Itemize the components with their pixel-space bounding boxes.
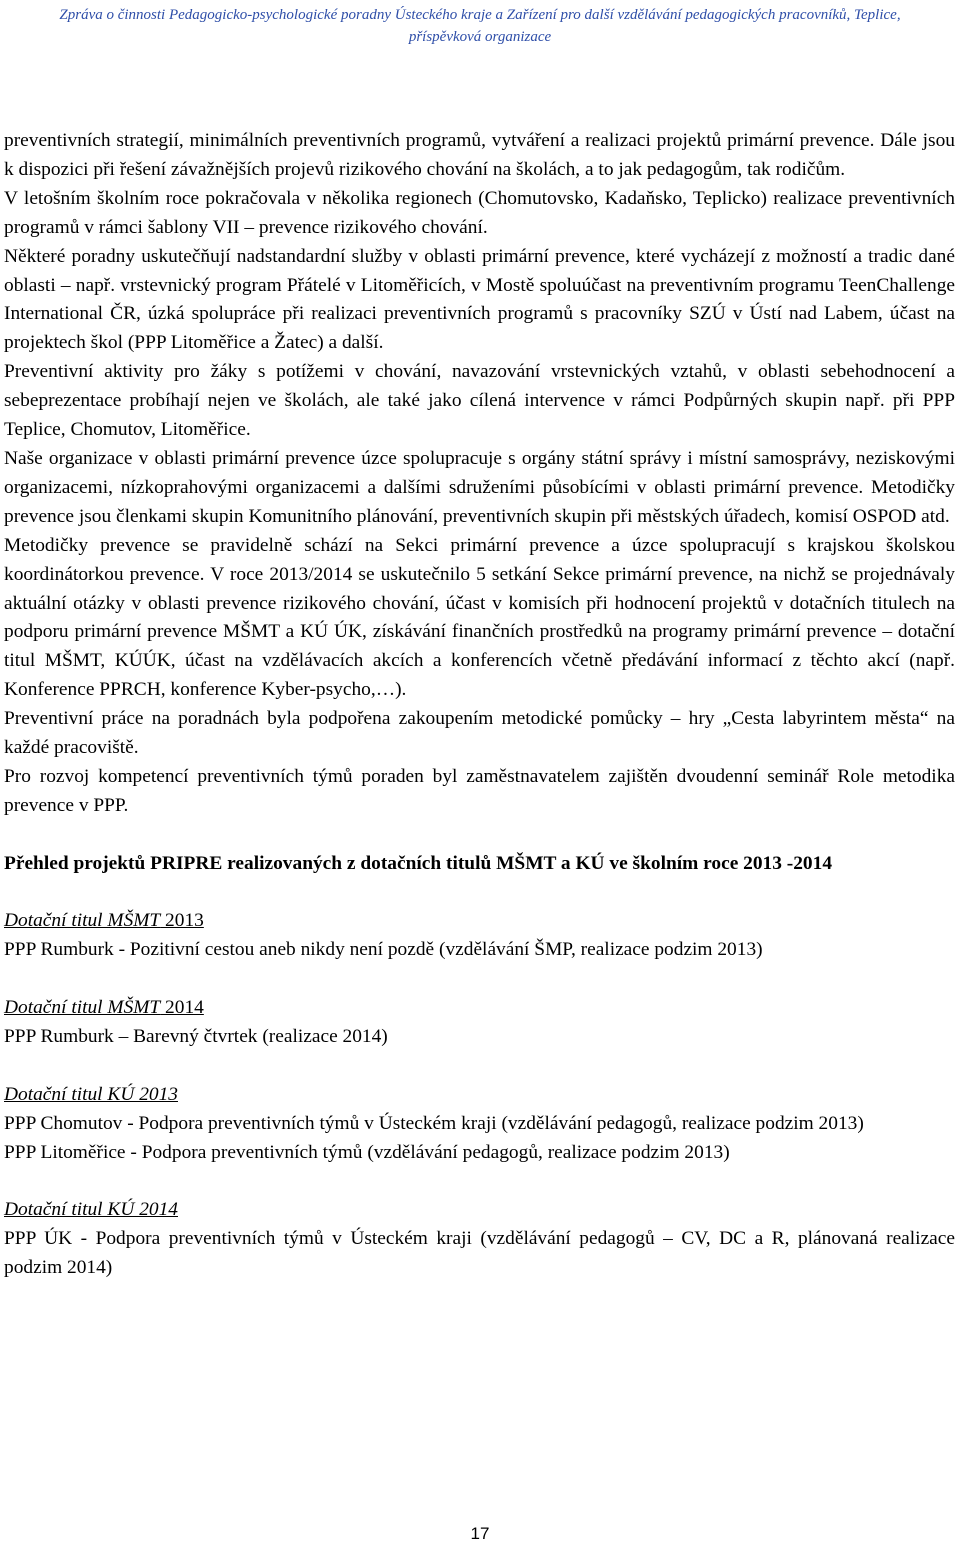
grant-title-year: 2013 — [160, 910, 204, 932]
grant-item: PPP Rumburk - Pozitivní cestou aneb nikdy není pozdě (vzdělávání ŠMP, realizace podzim 2013) — [4, 939, 763, 961]
grant-item: PPP ÚK - Podpora preventivních týmů v Ústeckém kraji (vzdělávání pedagogů – CV, DC a R, plánovaná realizace podzim 2014) — [4, 1228, 955, 1279]
grant-title — [4, 907, 955, 936]
grant-title-italic: Dotační titul KÚ 2014 — [4, 1199, 178, 1221]
paragraph: Metodičky prevence se pravidelně schází na Sekci primární prevence a úzce spolupracují s krajskou školskou koordinátorkou prevence. V roce 2013/2014 se uskutečnilo 5 setkání Sekce primární prevence, na nichž se projednávaly aktuální otázky v oblasti prevence rizikového chování, účast v komisích při hodnocení projektů v dotačních titulech na podporu primární prevence MŠMT a KÚ ÚK, získávání finančních prostředků na programy primární prevence – dotační titul MŠMT, KÚÚK, účast na vzdělávacích akcích a konferencích včetně předávání informací z těchto akcí (např. Konference PPRCH, konference Kyber-psycho,…). — [4, 534, 955, 701]
grant-title — [4, 1196, 955, 1225]
paragraph: preventivních strategií, minimálních preventivních programů, vytváření a realizaci projektů primární prevence. Dále jsou k dispozici při řešení závažnějších projevů rizikového chování na školách, a to jak pedagogům, tak rodičům. — [4, 130, 955, 180]
paragraph: V letošním školním roce pokračovala v několika regionech (Chomutovsko, Kadaňsko, Teplicko) realizace preventivních programů v rámci šablony VII – prevence rizikového chování. — [4, 187, 955, 238]
page-header — [0, 4, 960, 48]
header-line-2: příspěvková organizace — [408, 29, 552, 45]
grant-title — [4, 994, 955, 1023]
paragraph: Preventivní práce na poradnách byla podpořena zakoupením metodické pomůcky – hry „Cesta labyrintem města“ na každé pracoviště. — [4, 708, 955, 759]
grant-item: PPP Litoměřice - Podpora preventivních týmů (vzdělávání pedagogů, realizace podzim 2013) — [4, 1141, 730, 1163]
grant-title-year: 2014 — [160, 997, 204, 1019]
grant-title-italic: Dotační titul MŠMT — [4, 910, 161, 932]
grant-title — [4, 1081, 955, 1110]
grant-title-italic: Dotační titul MŠMT — [4, 997, 161, 1019]
grant-title-italic: Dotační titul KÚ 2013 — [4, 1083, 178, 1105]
grant-item: PPP Chomutov - Podpora preventivních týmů v Ústeckém kraji (vzdělávání pedagogů, realizace podzim 2013) — [4, 1112, 864, 1134]
paragraph: Některé poradny uskutečňují nadstandardní služby v oblasti primární prevence, které vycházejí z možností a tradic dané oblasti – např. vrstevnický program Přátelé v Litoměřicích, v Mostě spoluúčast na preventivním programu TeenChallenge International ČR, úzká spolupráce při realizaci preventivních programů s pracovníky SZÚ v Ústí nad Labem, účast na projektech škol (PPP Litoměřice a Žatec) a další. — [4, 245, 955, 354]
page-number: 17 — [470, 1524, 490, 1543]
section-heading: Přehled projektů PRIPRE realizovaných z dotačních titulů MŠMT a KÚ ve školním roce 2013 -2014 — [4, 852, 833, 874]
paragraph: Naše organizace v oblasti primární prevence úzce spolupracuje s orgány státní správy i místní samosprávy, neziskovými organizacemi, nízkoprahovými organizacemi a dalšími sdruženími působícími v oblasti primární prevence. Metodičky prevence jsou členkami skupin Komunitního plánování, preventivních skupin při městských úřadech, komisí OSPOD atd. — [4, 447, 955, 527]
document-body — [4, 127, 955, 1283]
header-line-1: Zpráva o činnosti Pedagogicko-psychologické poradny Ústeckého kraje a Zařízení pro další vzdělávání pedagogických pracovníků, Teplice, — [59, 7, 901, 23]
paragraph: Preventivní aktivity pro žáky s potížemi v chování, navazování vrstevnických vztahů, v oblasti sebehodnocení a sebeprezentace probíhají nejen ve školách, ale také jako cílená intervence v rámci Podpůrných skupin např. při PPP Teplice, Chomutov, Litoměřice. — [4, 361, 955, 441]
paragraph: Pro rozvoj kompetencí preventivních týmů poraden byl zaměstnavatelem zajištěn dvoudenní seminář Role metodika prevence v PPP. — [4, 765, 955, 816]
grant-item: PPP Rumburk – Barevný čtvrtek (realizace 2014) — [4, 1026, 388, 1048]
